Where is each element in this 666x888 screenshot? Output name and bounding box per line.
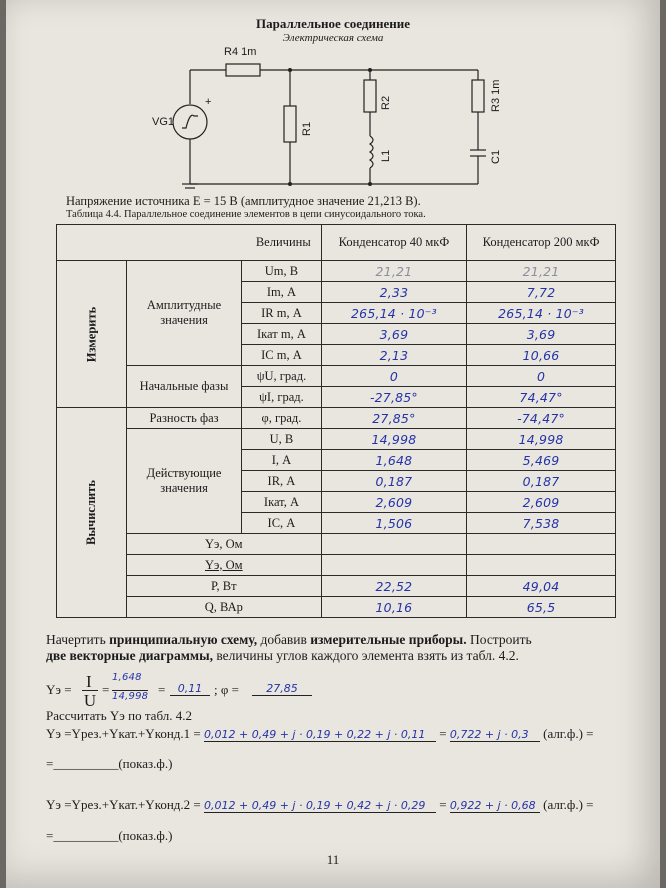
value-cell: 74,47°: [467, 387, 616, 408]
admittance-formula: Yэ = I U = 1,648 14,998 = 0,11 ; φ = 27,85: [46, 672, 446, 708]
row-label: ψU, град.: [242, 366, 322, 387]
plus-label: +: [205, 96, 212, 108]
row-label: P, Вт: [126, 576, 321, 597]
row-label: IR, А: [242, 471, 322, 492]
row-label: φ, град.: [242, 408, 322, 429]
value-cell: 3,69: [321, 324, 466, 345]
r1-label: R1: [301, 121, 313, 136]
value-cell: 49,04: [467, 576, 616, 597]
header-c40: Конденсатор 40 мкФ: [321, 225, 466, 261]
value-cell: 10,16: [321, 597, 466, 618]
row-label: ψI, град.: [242, 387, 322, 408]
value-cell: [321, 555, 466, 576]
row-label: IC, А: [242, 513, 322, 534]
value-cell: 21,21: [321, 261, 466, 282]
row-label: Yэ, Ом: [126, 534, 321, 555]
value-cell: 0,187: [321, 471, 466, 492]
value-cell: [467, 534, 616, 555]
row-label: Yэ, Ом: [126, 555, 321, 576]
value-cell: 0: [321, 366, 466, 387]
value-cell: 265,14 · 10⁻³: [321, 303, 466, 324]
c1-label: C1: [490, 149, 502, 164]
value-cell: 0: [467, 366, 616, 387]
measurement-table: [56, 224, 616, 618]
value-cell: 1,506: [321, 513, 466, 534]
header-values: Величины: [57, 225, 322, 261]
value-cell: 10,66: [467, 345, 616, 366]
phase-diff-label: Разность фаз: [126, 408, 241, 429]
r4-label: R4 1m: [224, 46, 257, 58]
page-title: Параллельное соединение: [256, 16, 410, 31]
row-label: U, В: [242, 429, 322, 450]
row-label: IC m, А: [242, 345, 322, 366]
calc-row-2: Yэ =Yрез.+Yкат.+Yконд.2 = 0,012 + 0,49 + j · 0,19 + 0,42 + j · 0,29 = 0,922 + j · 0,68 (алг.ф.) =: [46, 797, 594, 812]
value-cell: 14,998: [467, 429, 616, 450]
effective-label: Действующие значения: [126, 429, 241, 534]
r2-label: R2: [380, 95, 392, 110]
compute-label: Вычислить: [57, 408, 127, 618]
task-text: Начертить принципиальную схему, добавив измерительные приборы. Построить две векторные диаграммы, величины углов каждого элемента взять из табл. 4.2.: [46, 632, 532, 663]
value-cell: 22,52: [321, 576, 466, 597]
value-cell: 3,69: [467, 324, 616, 345]
row-label: I, А: [242, 450, 322, 471]
amplitude-label: Амплитудные значения: [126, 261, 241, 366]
phase-label: Начальные фазы: [126, 366, 241, 408]
value-cell: 65,5: [467, 597, 616, 618]
value-cell: [321, 534, 466, 555]
value-cell: -27,85°: [321, 387, 466, 408]
vg1-label: VG1: [152, 116, 175, 128]
value-cell: 2,609: [467, 492, 616, 513]
value-cell: 0,187: [467, 471, 616, 492]
document-page: [6, 0, 660, 888]
source-voltage-text: Напряжение источника E = 15 В (амплитудное значение 21,213 В).: [66, 194, 421, 208]
value-cell: 1,648: [321, 450, 466, 471]
calc-row-2b: =__________(показ.ф.): [46, 828, 173, 843]
value-cell: 265,14 · 10⁻³: [467, 303, 616, 324]
value-cell: 2,609: [321, 492, 466, 513]
row-label: Q, ВАр: [126, 597, 321, 618]
value-cell: 7,72: [467, 282, 616, 303]
row-label: Um, В: [242, 261, 322, 282]
r3-label: R3 1m: [490, 79, 502, 112]
row-label: Iкат m, А: [242, 324, 322, 345]
value-cell: 14,998: [321, 429, 466, 450]
circuit-diagram: [6, 0, 660, 200]
value-cell: 2,13: [321, 345, 466, 366]
page-number: 11: [326, 852, 340, 867]
calc-row-1: Yэ =Yрез.+Yкат.+Yконд.1 = 0,012 + 0,49 + j · 0,19 + 0,22 + j · 0,11 = 0,722 + j · 0,3 (алг.ф.) =: [46, 726, 594, 741]
value-cell: [467, 555, 616, 576]
header-c200: Конденсатор 200 мкФ: [467, 225, 616, 261]
value-cell: -74,47°: [467, 408, 616, 429]
row-label: IR m, А: [242, 303, 322, 324]
value-cell: 5,469: [467, 450, 616, 471]
l1-label: L1: [380, 149, 392, 162]
page-subtitle: Электрическая схема: [282, 32, 384, 44]
row-label: Im, А: [242, 282, 322, 303]
table-caption: Таблица 4.4. Параллельное соединение элементов в цепи синусоидального тока.: [66, 209, 426, 220]
value-cell: 27,85°: [321, 408, 466, 429]
row-label: Iкат, А: [242, 492, 322, 513]
measure-label: Измерить: [57, 261, 127, 408]
calc-row-1b: =__________(показ.ф.): [46, 756, 173, 771]
value-cell: 7,538: [467, 513, 616, 534]
value-cell: 2,33: [321, 282, 466, 303]
calc-label: Рассчитать Yэ по табл. 4.2: [46, 708, 192, 723]
value-cell: 21,21: [467, 261, 616, 282]
